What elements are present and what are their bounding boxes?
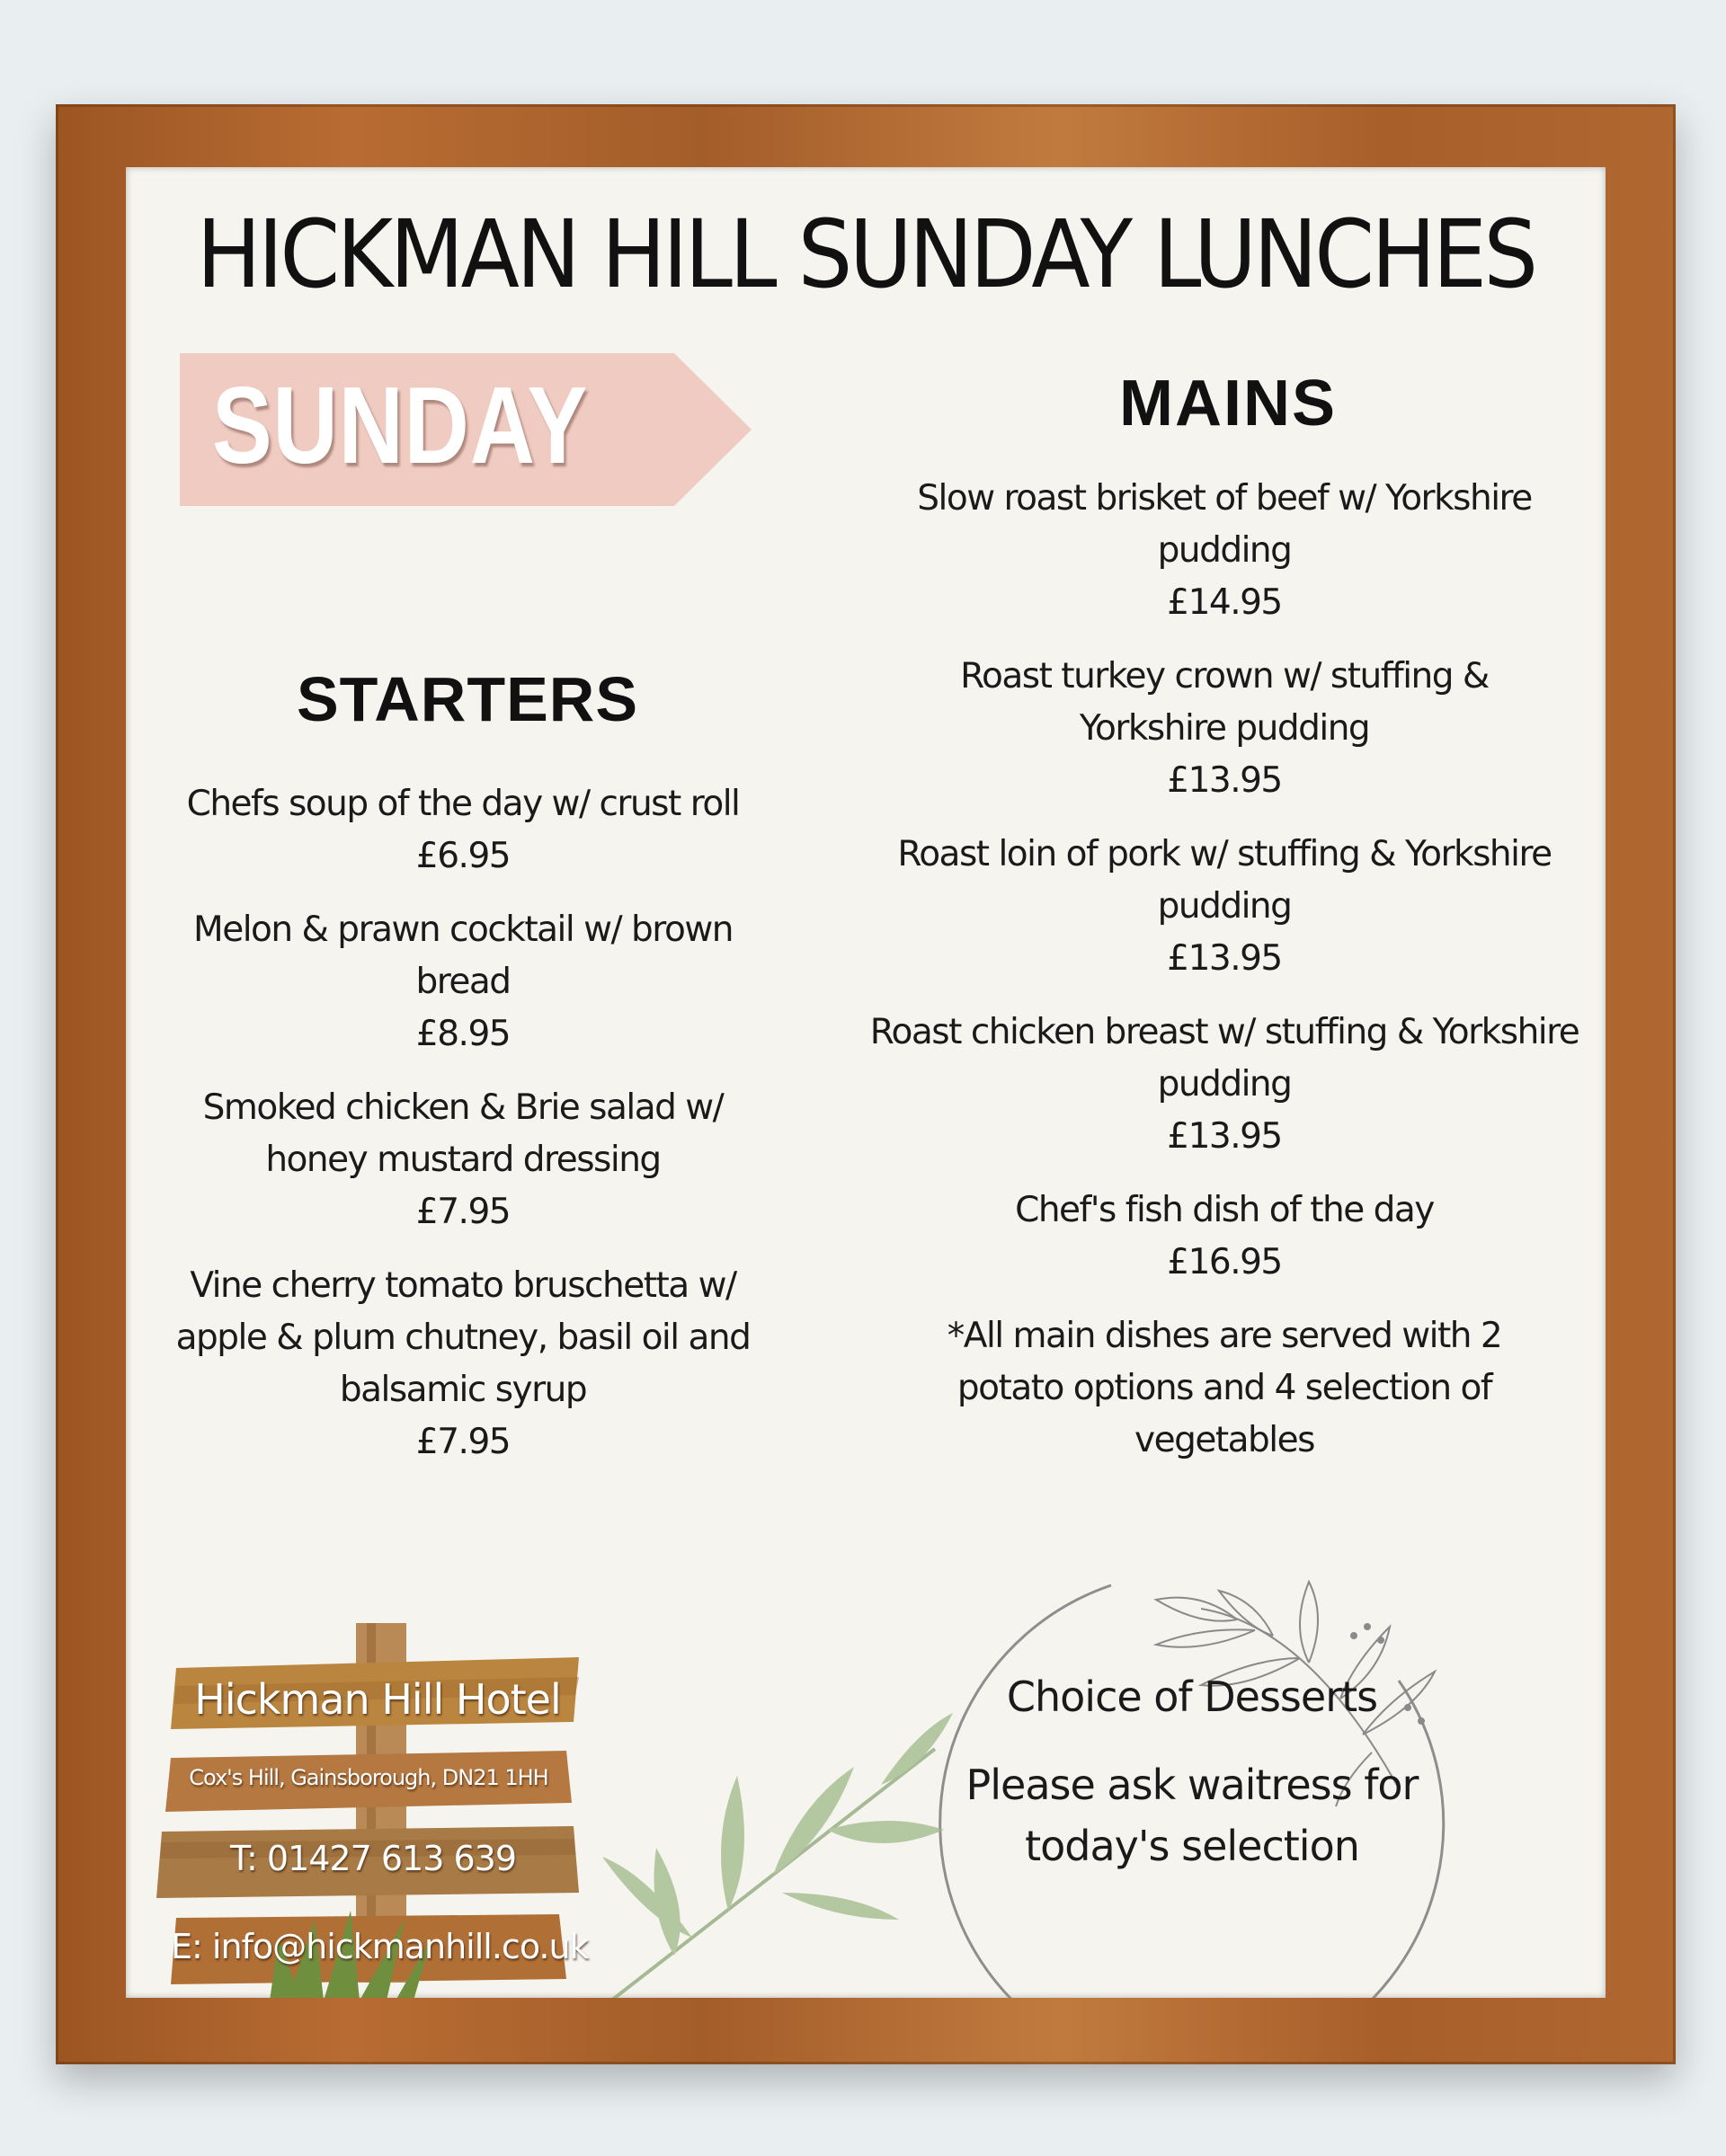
starter-name: Melon & prawn cocktail w/ brown bread (193, 909, 733, 1002)
starters-list (153, 778, 773, 1490)
sign-phone: T: 01427 613 639 (229, 1839, 517, 1878)
starter-price: £7.95 (415, 1422, 511, 1462)
sign-hotel-name: Hickman Hill Hotel (194, 1675, 561, 1724)
picture-frame (56, 104, 1676, 2064)
main-name: Roast turkey crown w/ stuffing & Yorkshire pudding (960, 656, 1489, 749)
mains-heading: MAINS (1119, 368, 1337, 439)
desserts-subtitle: Please ask waitress for today's selection (965, 1761, 1419, 1870)
main-name: Roast loin of pork w/ stuffing & Yorkshire pudding (897, 834, 1552, 927)
main-price: £16.95 (1167, 1242, 1282, 1282)
starters-heading: STARTERS (296, 664, 639, 734)
starter-name: Vine cherry tomato bruschetta w/ apple & plum chutney, basil oil and balsamic syrup (175, 1265, 751, 1410)
day-banner (180, 353, 752, 506)
menu-title: HICKMAN HILL SUNDAY LUNCHES (196, 200, 1535, 309)
sign-email: E: info@hickmanhill.co.uk (171, 1927, 589, 1966)
starter-item (153, 1260, 773, 1468)
main-name: Chef's fish dish of the day (1015, 1190, 1434, 1230)
menu-paper (126, 167, 1606, 1998)
starter-price: £7.95 (415, 1192, 511, 1232)
main-price: £13.95 (1167, 760, 1282, 801)
starter-name: Smoked chicken & Brie salad w/ honey mustard dressing (202, 1087, 724, 1180)
main-item (836, 1184, 1606, 1289)
desserts-text (931, 1666, 1453, 1877)
main-price: £13.95 (1167, 938, 1282, 979)
starter-name: Chefs soup of the day w/ crust roll (186, 784, 740, 824)
main-item (836, 829, 1606, 985)
hotel-signpost (144, 1623, 611, 1998)
main-item (836, 473, 1606, 629)
main-price: £13.95 (1167, 1116, 1282, 1157)
starter-item (153, 904, 773, 1060)
mains-list (836, 473, 1606, 1467)
main-price: £14.95 (1167, 582, 1282, 623)
desserts-title: Choice of Desserts (1006, 1672, 1378, 1721)
main-item (836, 1007, 1606, 1163)
watercolor-leaf-icon (593, 1695, 971, 1998)
starter-item (153, 1082, 773, 1238)
day-banner-label: SUNDAY (212, 364, 589, 486)
main-name: Roast chicken breast w/ stuffing & Yorkshire pudding (869, 1012, 1579, 1105)
mains-note: *All main dishes are served with 2 potato options and 4 selection of vegetables (947, 1316, 1502, 1460)
starter-price: £6.95 (415, 836, 511, 876)
main-item (836, 651, 1606, 807)
starter-item (153, 778, 773, 883)
sign-address: Cox's Hill, Gainsborough, DN21 1HH (189, 1765, 548, 1790)
main-name: Slow roast brisket of beef w/ Yorkshire pudding (917, 478, 1532, 571)
starter-price: £8.95 (415, 1014, 511, 1054)
